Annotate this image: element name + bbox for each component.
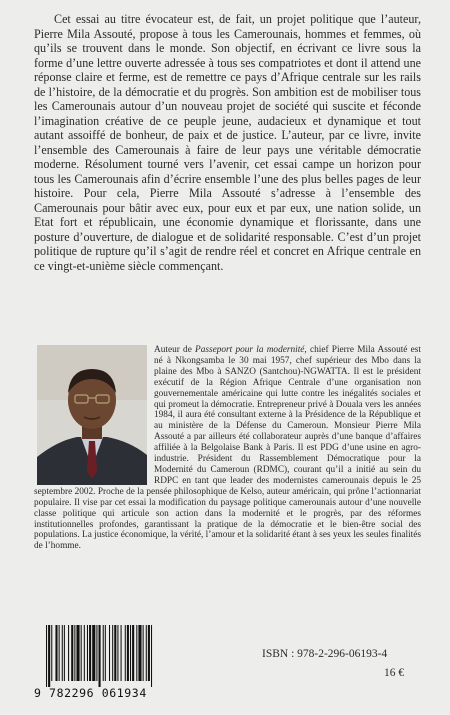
bio-text: , chief Pierre Mila Assouté est né à Nkongsamba le 30 mai 1957, chef supérieur des Mbo dans la plaine des Mbo à SANZO (Santchou)-NGWATTA. Il est le président exécutif de la Région Afrique Centrale d’une organisation non gouvernementale américaine qui lutte contre les inégalités sociales et qui promeut la démocratie. Entrepreneur privé à Douala vers les années 1984, il aura été consultant externe à la Présidence de la République et au ministère de la Défense du Cameroun. Monsieur Pierre Mila Assouté a par ailleurs été collaborateur auprès d’une banque d’affaires affiliée à la Belgolaise Bank à Paris. Il est PDG d’une usine en agro-industrie. Président du Rassemblement Démocratique pour la Modernité du Cameroun (RDMC), courant qu’il a initié au sein du RDPC en tant que leader des modernistes camerounais depuis le 25 septembre 2002. Proche de la pensée philosophique de Kelso, auteur américain, qui prône l’actionnariat populaire. Il vise par cet essai la modification du paysage politique camerounais autour d’une nouvelle classe politique qui articule son action dans la modernité et le progrès, par des réformes institutionnelles profondes, garantissant la pratique de la démocratie et le bien-être social des populations. La justice économique, la vérité, l’amour et la solidarité étant à ses yeux les seules finalités de l’homme. xyxy=(34,345,421,552)
isbn: ISBN : 978-2-296-06193-4 xyxy=(262,648,388,660)
bio-book-title: Passeport pour la modernité xyxy=(195,345,305,355)
back-cover-summary: Cet essai au titre évocateur est, de fait, un projet politique que l’auteur, Pierre Mila Assouté, propose à tous les Camerounais, hommes et femmes, où qu’ils se trouvent dans le monde. Son objectif, en écrivant ce livre sous la forme d’une lettre ouverte adressée à tous ses compatriotes et dont il attend une réponse claire et ferme, est de remettre ce pays d’Afrique centrale sur les rails de l’histoire, de la démocratie et du progrès. Son ambition est de mobiliser tous les Camerounais autour d’un nouveau projet de société qui suscite et féconde l’imagination créative de ce peuple jeune, audacieux et dynamique et tout autant assoiffé de bonheur, de paix et de justice. L’auteur, par ce livre, invite l’ensemble des Camerounais à faire de leur pays une véritable démocratie moderne. Résolument tourné vers l’avenir, cet essai campe un horizon pour tous les Camerounais afin d’écrire ensemble l’une des plus belles pages de leur histoire. Pour cela, Pierre Mila Assouté s’adresse à l’ensemble des Camerounais pour bâtir avec eux, pour eux et par eux, une nation solide, un Etat fort et républicain, une économie dynamique et florissante, dans une posture d’ouverture, de dialogue et de solidarité responsable. C’est d’un projet politique de rupture qu’il s’agit de rendre réel et concret en Afrique centrale en ce vingt-et-unième siècle commençant. xyxy=(34,12,421,273)
barcode-digits: 9 782296 061934 xyxy=(34,686,147,700)
author-biography xyxy=(34,345,421,552)
barcode-bars-icon xyxy=(34,625,184,687)
bio-prefix: Auteur de xyxy=(154,345,196,355)
price: 16 € xyxy=(384,667,405,679)
photo-spacer xyxy=(34,345,154,485)
